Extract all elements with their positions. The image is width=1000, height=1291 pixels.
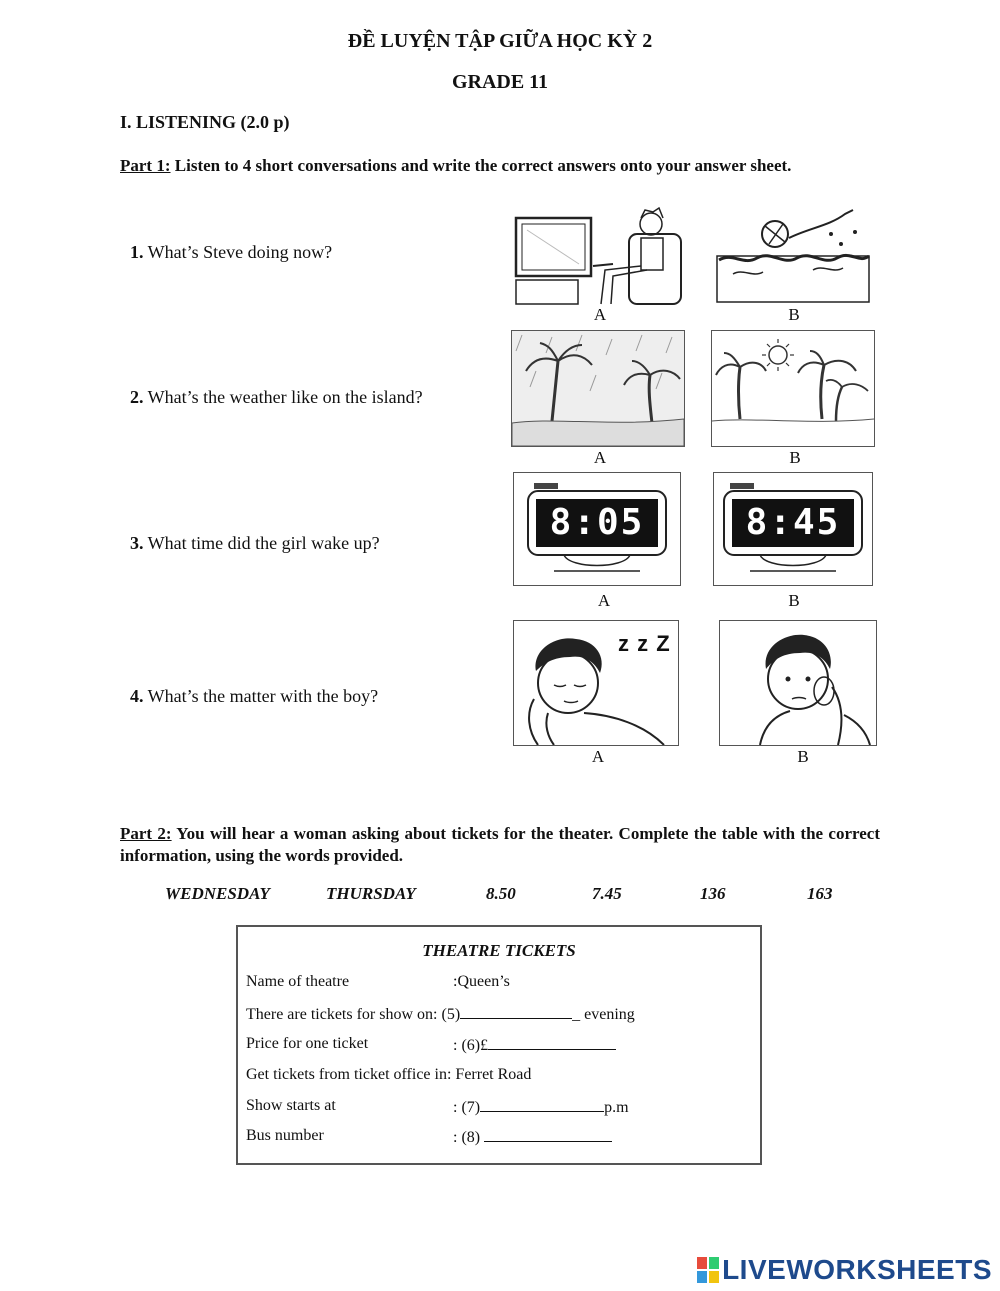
row-value-group [453, 1035, 616, 1055]
row-value: :Queen’s [453, 973, 510, 990]
row-label: Show starts at [246, 1097, 336, 1114]
question-number: 2. [130, 387, 144, 407]
table-row-price [246, 1035, 489, 1054]
theatre-tickets-table [236, 925, 762, 1165]
table-row-show-day [246, 1004, 635, 1024]
word-bank-item: 8.50 [486, 884, 516, 903]
part2-label: Part 2: [120, 824, 172, 843]
word-bank-item: WEDNESDAY [165, 884, 270, 903]
section-heading: I. LISTENING (2.0 p) [120, 112, 290, 132]
question-1 [130, 242, 332, 263]
part1-label: Part 1: [120, 156, 171, 175]
word-bank-item: 163 [807, 884, 833, 903]
question-text: What’s the matter with the boy? [143, 686, 379, 706]
answer-blank-8[interactable] [484, 1127, 612, 1142]
row-value: : (8) [453, 1129, 481, 1146]
question-number: 1. [130, 242, 144, 262]
alarm-clock-picture-b [713, 472, 873, 586]
sleep-zzz-text: z z Z [618, 631, 671, 656]
word-bank-item: 136 [700, 884, 726, 903]
sleepy-boy-picture [513, 620, 679, 746]
logo-text: LIVEWORKSHEETS [722, 1254, 992, 1285]
question-2 [130, 387, 423, 408]
row-value: : (6)£ [453, 1037, 489, 1054]
question-text: What time did the girl wake up? [143, 533, 380, 553]
option-label-a: A [591, 747, 605, 766]
row-suffix: p.m [604, 1099, 629, 1116]
liveworksheets-logo-icon [697, 1257, 719, 1283]
answer-blank-6[interactable] [488, 1035, 616, 1050]
part2-instruction [120, 823, 880, 867]
table-title: THEATRE TICKETS [422, 941, 576, 960]
swimming-picture [713, 204, 873, 304]
clock-display: 8:45 [745, 502, 841, 543]
word-bank-item: THURSDAY [326, 884, 416, 903]
table-row-ticket-office [246, 1066, 531, 1084]
table-row-show-start [246, 1097, 629, 1116]
liveworksheets-logo[interactable] [697, 1254, 992, 1286]
row-label: Get tickets from ticket office in: Ferret Road [246, 1066, 532, 1083]
option-label-b: B [797, 747, 809, 766]
question-number: 4. [130, 686, 144, 706]
question-text: What’s Steve doing now? [143, 242, 333, 262]
row-label: Bus number [246, 1127, 324, 1144]
row-value: : (7) [453, 1099, 481, 1116]
option-label-a: A [593, 305, 607, 324]
question-4 [130, 686, 378, 707]
option-label-b: B [788, 305, 800, 324]
option-label-a: A [593, 448, 607, 467]
part1-instruction [120, 156, 791, 176]
grade-heading: GRADE 11 [451, 71, 549, 93]
rainy-island-picture [511, 330, 685, 447]
option-label-b: B [789, 448, 801, 467]
question-3 [130, 533, 380, 554]
sunny-island-picture [711, 330, 875, 447]
row-value-group [453, 1097, 629, 1117]
word-bank-item: 7.45 [592, 884, 622, 903]
option-label-a: A [597, 591, 611, 610]
word-bank [0, 884, 1000, 908]
option-label-b: B [788, 591, 800, 610]
row-suffix: _ evening [572, 1006, 635, 1023]
clock-display: 8:05 [549, 502, 645, 543]
worksheet-title: ĐỀ LUYỆN TẬP GIỮA HỌC KỲ 2 [347, 30, 653, 52]
answer-blank-5[interactable] [460, 1004, 572, 1019]
row-label: There are tickets for show on: (5) [246, 1006, 461, 1023]
toothache-boy-picture [719, 620, 877, 746]
part1-text: Listen to 4 short conversations and write the correct answers onto your answer sheet. [170, 156, 792, 175]
answer-blank-7[interactable] [480, 1097, 604, 1112]
question-number: 3. [130, 533, 144, 553]
row-label: Price for one ticket [246, 1035, 369, 1052]
alarm-clock-picture-a [513, 472, 681, 586]
tv-watching-picture [513, 204, 683, 306]
table-row-theatre-name [246, 973, 510, 991]
part2-text: You will hear a woman asking about tickets for the theater. Complete the table with the correct information, using the words provided. [120, 824, 880, 865]
table-row-bus-number [246, 1127, 481, 1146]
question-text: What’s the weather like on the island? [143, 387, 423, 407]
row-value-group [453, 1127, 612, 1147]
row-label: Name of theatre [246, 973, 350, 990]
